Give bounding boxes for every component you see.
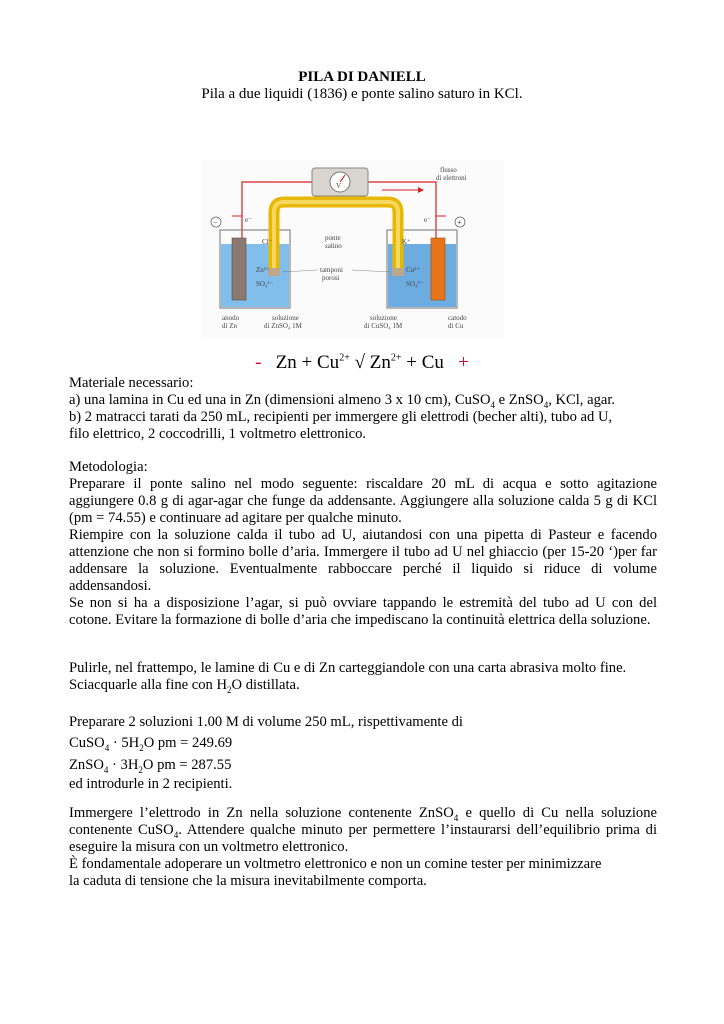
svg-text:−: − [213, 218, 218, 227]
method-heading: Metodologia: [69, 459, 148, 475]
solutions-intro: Preparare 2 soluzioni 1.00 M di volume 250 mL, rispettivamente di [69, 714, 463, 730]
svg-text:flusso: flusso [440, 166, 457, 174]
method-paragraph-2: Riempire con la soluzione calda il tubo ad U, aiutandosi con una pipetta di Pasteur e facendo attenzione che non si formino bolle d’aria. Immergere il tubo ad U nel ghiaccio (per 15-20 ‘)per far addensare la soluzione. Eventualmente rabboccare perché il liquido si riduce di volume addensandosi. [69, 527, 657, 594]
immersion-line-4: È fondamentale adoperare un voltmetro elettronico e non un comine tester per minimizzare [69, 856, 602, 872]
znso4-formula: ZnSO$_4$ · $3H_2O$ pm = 287.55 [69, 757, 232, 775]
svg-text:Zn²⁺: Zn²⁺ [256, 266, 270, 274]
svg-text:di Zn: di Zn [222, 322, 237, 330]
svg-text:SO₄²⁻: SO₄²⁻ [256, 280, 274, 288]
porous-plug-left [268, 268, 280, 276]
svg-text:soluzione: soluzione [370, 314, 397, 322]
svg-text:tamponi: tamponi [320, 266, 343, 274]
method-paragraph-1: Preparare il ponte salino nel modo seguente: riscaldare 20 mL di acqua e sotto agitazione aggiungere 0.8 g di agar-agar che funge da addensante. Aggiungere alla soluzione calda 5 g di KCl (pm = 74.55) e continuare ad agitare per qualche minuto. [69, 476, 657, 526]
immersion-line-3: eseguire la misura con un voltmetro elettronico. [69, 839, 349, 855]
positive-pole-sign: + [458, 352, 469, 373]
svg-text:+: + [457, 218, 462, 227]
svg-text:porosi: porosi [322, 274, 340, 282]
negative-pole-sign: - [255, 352, 262, 373]
daniell-cell-diagram [202, 160, 504, 338]
materials-item-b: b) 2 matracci tarati da 250 mL, recipienti per immergere gli elettrodi (becher alti), tubo ad U, [69, 409, 613, 425]
cell-reaction-equation: - $Zn + Cu^{2+}$ √ $Zn^{2+} + Cu$ + [255, 352, 469, 373]
materials-item-a: a) una lamina in Cu ed una in Zn (dimensioni almeno 3 x 10 cm), CuSO$_4$ e ZnSO$_4$, KCl, agar. [69, 392, 616, 410]
svg-text:di ZnSO₄ 1M: di ZnSO₄ 1M [264, 322, 302, 330]
page-title: PILA DI DANIELL [298, 69, 426, 85]
svg-text:K⁺: K⁺ [402, 238, 411, 246]
cuso4-formula: CuSO$_4$ · $5H_2O$ pm = 249.69 [69, 735, 233, 753]
svg-text:SO₄²⁻: SO₄²⁻ [406, 280, 424, 288]
porous-plug-right [392, 268, 404, 276]
cleaning-line-1: Pulirle, nel frattempo, le lamine di Cu e di Zn carteggiandole con una carta abrasiva molto fine. [69, 660, 627, 676]
method-section [69, 459, 657, 629]
materials-section [69, 375, 657, 443]
solutions-section [69, 712, 657, 792]
immersion-line-1: Immergere l’elettrodo in Zn nella soluzione contenente ZnSO$_4$ e quello di Cu nella soluzione [69, 805, 658, 823]
immersion-line-5: la caduta di tensione che la misura inevitabilmente comporta. [69, 873, 427, 889]
svg-text:e⁻: e⁻ [424, 216, 431, 224]
svg-text:di CuSO₄ 1M: di CuSO₄ 1M [364, 322, 403, 330]
svg-text:di Cu: di Cu [448, 322, 464, 330]
svg-text:catodo: catodo [448, 314, 467, 322]
immersion-section [69, 805, 657, 890]
materials-item-c: filo elettrico, 2 coccodrilli, 1 voltmetro elettronico. [69, 426, 367, 442]
zinc-electrode [232, 238, 246, 300]
method-paragraph-3: Se non si ha a disposizione l’agar, si può ovviare tappando le estremità del tubo ad U con del cotone. Evitare la formazione di bolle d’aria che impediscano la continuità elettrica della soluzione. [69, 595, 657, 628]
page-subtitle: Pila a due liquidi (1836) e ponte salino saturo in KCl. [201, 86, 523, 102]
immersion-line-2: contenente CuSO$_4$. Attendere qualche minuto per permettere l’instaurarsi dell’equilibrio prima di [69, 822, 657, 840]
svg-text:Cl⁻: Cl⁻ [262, 238, 273, 246]
daniell-cell-svg [202, 160, 504, 338]
svg-text:anodo: anodo [222, 314, 240, 322]
svg-text:Cu²⁺: Cu²⁺ [406, 266, 420, 274]
svg-text:di elettroni: di elettroni [436, 174, 467, 182]
copper-electrode [431, 238, 445, 300]
svg-text:ponte: ponte [325, 234, 341, 242]
svg-text:soluzione: soluzione [272, 314, 299, 322]
cleaning-section [69, 660, 657, 694]
reaction-arrow: √ [354, 352, 366, 373]
svg-text:e⁻: e⁻ [245, 216, 252, 224]
voltmeter-label: V [336, 182, 342, 190]
cleaning-line-2: Sciacquarle alla fine con $H_2O$ distillata. [69, 677, 300, 695]
svg-text:salino: salino [325, 242, 342, 250]
materials-heading: Materiale necessario: [69, 375, 194, 391]
solutions-outro: ed introdurle in 2 recipienti. [69, 776, 233, 792]
